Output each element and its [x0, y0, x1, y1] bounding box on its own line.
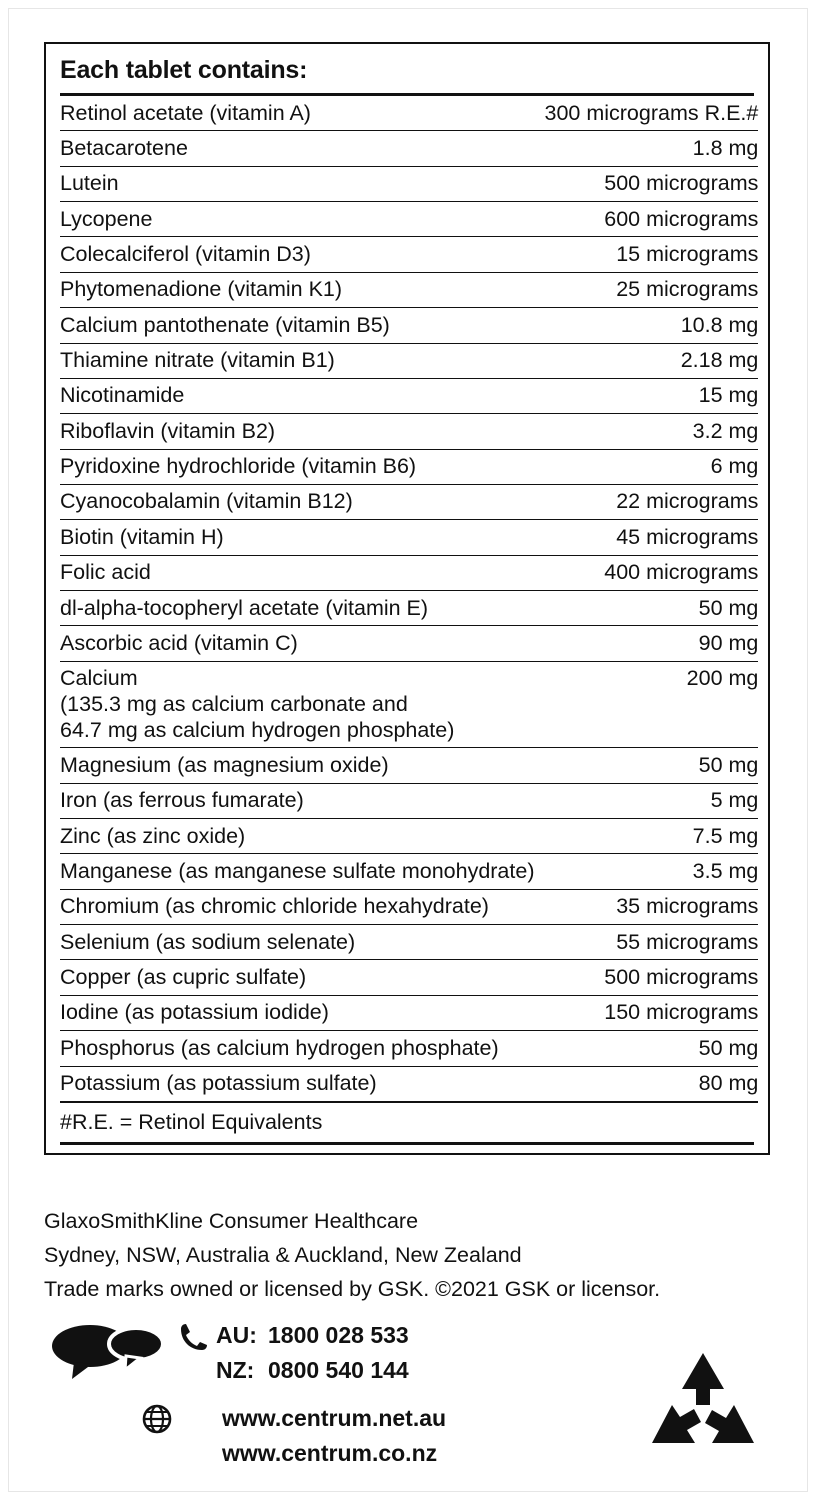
ingredient-name: Folic acid: [60, 555, 544, 590]
table-row-subnote: [60, 718, 758, 748]
ingredient-name: dl-alpha-tocopheryl acetate (vitamin E): [60, 591, 544, 626]
nz-phone-line: [216, 1353, 409, 1388]
table-row: [60, 414, 758, 449]
company-name: GlaxoSmithKline Consumer Healthcare: [44, 1209, 419, 1233]
company-locations: Sydney, NSW, Australia & Auckland, New Zealand: [44, 1242, 522, 1267]
ingredient-amount: 45 micrograms: [544, 520, 758, 555]
table-row: [60, 783, 758, 818]
au-label: AU:: [216, 1322, 257, 1348]
ingredient-name: Biotin (vitamin H): [60, 520, 544, 555]
table-row: [60, 202, 758, 237]
nz-label: NZ:: [216, 1356, 255, 1383]
website-addresses: [222, 1401, 446, 1470]
table-row: [60, 1066, 758, 1102]
ingredient-amount: 3.5 mg: [544, 854, 758, 889]
ingredient-amount: 200 mg: [686, 666, 759, 691]
ingredient-amount: 80 mg: [544, 1066, 758, 1102]
ingredient-amount: 10.8 mg: [544, 308, 758, 343]
ingredient-amount: 25 micrograms: [544, 272, 758, 307]
ingredient-name: Ascorbic acid (vitamin C): [60, 626, 544, 661]
panel-title: Each tablet contains:: [60, 54, 754, 96]
ingredient-name: Lycopene: [60, 202, 544, 237]
ingredient-amount: 35 micrograms: [544, 889, 758, 924]
table-row: [60, 960, 758, 995]
ingredient-amount: 3.2 mg: [544, 414, 758, 449]
table-row: [60, 378, 758, 413]
table-row: [60, 237, 758, 272]
table-row: [60, 925, 758, 960]
table-row: [60, 661, 758, 691]
table-row: [60, 626, 758, 661]
calcium-sub-line-1: (135.3 mg as calcium carbonate and: [60, 691, 408, 716]
ingredient-amount: 90 mg: [544, 626, 758, 661]
recycling-icon: [644, 1347, 762, 1464]
au-phone-line: [216, 1318, 409, 1353]
ingredient-name: Manganese (as manganese sulfate monohydrate): [60, 854, 544, 889]
ingredient-amount: 600 micrograms: [544, 202, 758, 237]
ingredient-name: Retinol acetate (vitamin A): [60, 96, 544, 131]
retinol-equivalents-footnote: #R.E. = Retinol Equivalents: [60, 1109, 323, 1134]
ingredient-name: Zinc (as zinc oxide): [60, 819, 544, 854]
ingredient-name: Pyridoxine hydrochloride (vitamin B6): [60, 449, 544, 484]
table-row: [60, 272, 758, 307]
table-row: [60, 819, 758, 854]
ingredient-name: Potassium (as potassium sulfate): [60, 1066, 544, 1102]
table-row: [60, 343, 758, 378]
calcium-sub-line-2: 64.7 mg as calcium hydrogen phosphate): [60, 718, 758, 748]
table-row: [60, 308, 758, 343]
table-row: [60, 96, 758, 131]
ingredient-name: Copper (as cupric sulfate): [60, 960, 544, 995]
speech-bubbles-icon: [44, 1318, 172, 1380]
ingredient-name: Calcium: [60, 666, 138, 691]
globe-icon: [44, 1401, 178, 1434]
ingredient-amount: 6 mg: [544, 449, 758, 484]
footnote-row: [60, 1102, 758, 1138]
ingredient-name: Colecalciferol (vitamin D3): [60, 237, 544, 272]
ingredient-name: Phosphorus (as calcium hydrogen phosphate): [60, 1031, 544, 1066]
ingredient-name: Riboflavin (vitamin B2): [60, 414, 544, 449]
table-row: [60, 484, 758, 519]
ingredient-amount: 1.8 mg: [544, 131, 758, 166]
ingredient-amount: 2.18 mg: [544, 343, 758, 378]
ingredient-amount: 5 mg: [544, 783, 758, 818]
table-row: [60, 166, 758, 201]
table-row: [60, 854, 758, 889]
ingredient-name: Phytomenadione (vitamin K1): [60, 272, 544, 307]
ingredient-name: Betacarotene: [60, 131, 544, 166]
ingredient-amount: 22 micrograms: [544, 484, 758, 519]
ingredient-name: Lutein: [60, 166, 544, 201]
website-nz[interactable]: www.centrum.co.nz: [222, 1439, 438, 1466]
table-row: [60, 889, 758, 924]
ingredient-amount: 400 micrograms: [544, 555, 758, 590]
table-row: [60, 131, 758, 166]
table-row: [60, 591, 758, 626]
ingredient-amount: 300 micrograms R.E.#: [544, 96, 758, 131]
table-row: [60, 449, 758, 484]
ingredient-name: Cyanocobalamin (vitamin B12): [60, 484, 544, 519]
ingredients-table: [60, 96, 758, 1138]
ingredient-amount: 500 micrograms: [544, 960, 758, 995]
ingredient-amount: 50 mg: [544, 748, 758, 783]
ingredient-amount: 50 mg: [544, 1031, 758, 1066]
company-address-block: [44, 1205, 774, 1307]
ingredient-amount: 500 micrograms: [544, 166, 758, 201]
nz-number: 0800 540 144: [268, 1356, 409, 1383]
ingredient-amount: 55 micrograms: [544, 925, 758, 960]
ingredient-amount: 15 mg: [544, 378, 758, 413]
phone-icon: [172, 1318, 216, 1354]
ingredient-amount: 150 micrograms: [544, 995, 758, 1030]
table-row: [60, 995, 758, 1030]
ingredients-panel: [44, 42, 770, 1155]
table-row: [60, 520, 758, 555]
table-row: [60, 1031, 758, 1066]
ingredient-name: Magnesium (as magnesium oxide): [60, 748, 544, 783]
au-number: 1800 028 533: [268, 1322, 409, 1348]
panel-bottom-rule: [60, 1142, 754, 1145]
ingredient-name: Iodine (as potassium iodide): [60, 995, 544, 1030]
ingredient-name: Calcium pantothenate (vitamin B5): [60, 308, 544, 343]
ingredient-name: Selenium (as sodium selenate): [60, 925, 544, 960]
ingredient-amount: 50 mg: [544, 591, 758, 626]
website-au[interactable]: www.centrum.net.au: [222, 1405, 447, 1431]
ingredient-name: Thiamine nitrate (vitamin B1): [60, 343, 544, 378]
ingredient-amount: 7.5 mg: [544, 819, 758, 854]
table-row: [60, 555, 758, 590]
phone-numbers: [216, 1318, 409, 1387]
ingredient-name: Iron (as ferrous fumarate): [60, 783, 544, 818]
ingredient-name: Nicotinamide: [60, 378, 544, 413]
table-row: [60, 748, 758, 783]
ingredient-amount: 15 micrograms: [544, 237, 758, 272]
company-trademark-notice: Trade marks owned or licensed by GSK. ©2021 GSK or licensor.: [44, 1276, 661, 1301]
table-row-subnote: [60, 692, 758, 718]
ingredient-name: Chromium (as chromic chloride hexahydrate): [60, 889, 544, 924]
